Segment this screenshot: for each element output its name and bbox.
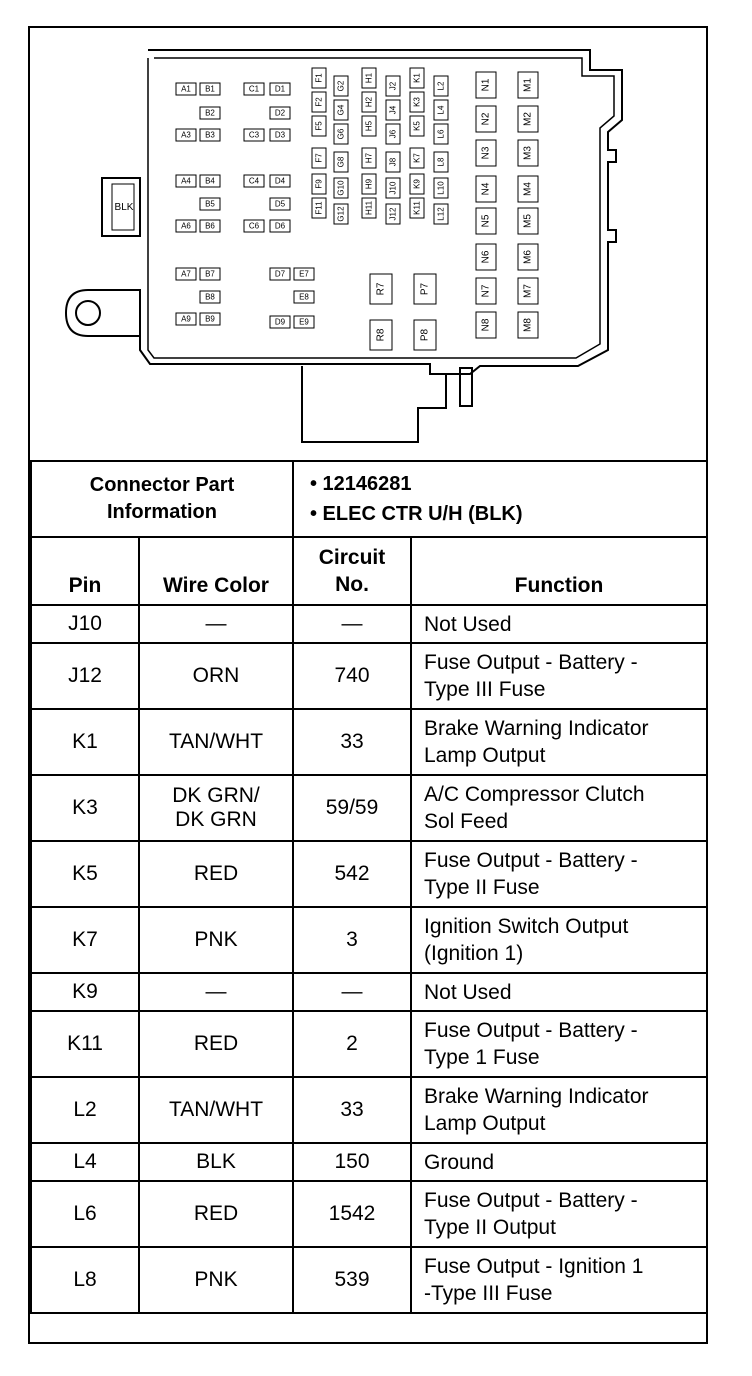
function-cell: Fuse Output - Battery - Type II Output — [411, 1181, 707, 1247]
cavity-label: H9 — [364, 178, 374, 190]
table-row — [31, 1181, 707, 1247]
table-row — [31, 907, 707, 973]
cavity-label: K7 — [412, 153, 422, 163]
cavity-label: N3 — [480, 146, 492, 160]
cavity-label: N8 — [480, 318, 492, 332]
cavity-label: D4 — [274, 176, 286, 186]
table-row — [31, 841, 707, 907]
pin-cell: L2 — [31, 1077, 139, 1143]
cavity-label: D9 — [274, 317, 286, 327]
function-cell: Brake Warning Indicator Lamp Output — [411, 709, 707, 775]
cavity-label: B9 — [205, 314, 215, 324]
cavity-label: F1 — [314, 73, 324, 83]
pin-cell: J12 — [31, 643, 139, 709]
part-description: • ELEC CTR U/H (BLK) — [310, 503, 523, 525]
cavity-label: R7 — [375, 282, 387, 296]
cavity-label: K3 — [412, 97, 422, 107]
cavity-label: N5 — [480, 214, 492, 228]
cavity-label: G6 — [336, 128, 346, 140]
cavity-label: G12 — [336, 206, 346, 222]
cavity-label: L2 — [436, 81, 446, 91]
housing-bottom-latch — [302, 366, 446, 442]
cavity-label: J6 — [388, 129, 398, 139]
cavity-label: G2 — [336, 80, 346, 92]
wire-color-cell: BLK — [139, 1143, 293, 1181]
pin-cell: K11 — [31, 1011, 139, 1077]
cavity-label: B6 — [205, 221, 215, 231]
header-function: Function — [411, 537, 707, 605]
pin-cell: K9 — [31, 973, 139, 1011]
cavity-label: P7 — [419, 282, 431, 296]
cavity-label: D6 — [274, 221, 286, 231]
part-number: • 12146281 — [310, 473, 412, 495]
cavity-label: H2 — [364, 96, 374, 108]
cavity-label: H7 — [364, 152, 374, 164]
cavity-label: A3 — [181, 130, 191, 140]
info-values — [293, 461, 707, 537]
circuit-cell: 1542 — [293, 1181, 411, 1247]
connector-diagram — [30, 28, 706, 460]
pin-cell: K3 — [31, 775, 139, 841]
cavity-label: J8 — [388, 157, 398, 167]
function-cell: Ground — [411, 1143, 707, 1181]
pin-cell: K5 — [31, 841, 139, 907]
cavity-label: H5 — [364, 120, 374, 132]
header-circuit — [293, 537, 411, 605]
circuit-cell: 539 — [293, 1247, 411, 1313]
cavity-label: K1 — [412, 73, 422, 83]
cavity-label: B8 — [205, 292, 215, 302]
cavity-label: P8 — [419, 328, 431, 342]
cavity-label: K11 — [412, 201, 422, 215]
cavity-label: F9 — [314, 179, 324, 189]
cavity-label: J2 — [388, 81, 398, 91]
table-row — [31, 1011, 707, 1077]
cavity-label: L10 — [436, 181, 446, 195]
table-row — [31, 775, 707, 841]
table-row — [31, 1247, 707, 1313]
cavity-label: F2 — [314, 97, 324, 107]
circuit-cell: 33 — [293, 709, 411, 775]
cavity-label: N4 — [480, 182, 492, 196]
info-row — [31, 461, 707, 537]
function-cell: Fuse Output - Battery - Type 1 Fuse — [411, 1011, 707, 1077]
cavity-label: F7 — [314, 153, 324, 163]
connector-color-label: BLK — [114, 202, 134, 213]
wire-color-cell: — — [139, 973, 293, 1011]
cavity-label: E9 — [299, 317, 309, 327]
function-cell: Not Used — [411, 973, 707, 1011]
table-row — [31, 973, 707, 1011]
cavity-label: B2 — [205, 108, 215, 118]
header-pin: Pin — [31, 537, 139, 605]
cavity-label: L8 — [436, 157, 446, 167]
table-row — [31, 1077, 707, 1143]
wire-color-cell: PNK — [139, 1247, 293, 1313]
cavity-label: A9 — [181, 314, 191, 324]
cavity-label: D1 — [274, 84, 286, 94]
cavity-label: A4 — [181, 176, 191, 186]
cavity-label: M8 — [522, 318, 534, 332]
circuit-cell: 2 — [293, 1011, 411, 1077]
table-row — [31, 643, 707, 709]
pin-cell: L6 — [31, 1181, 139, 1247]
cavity-label: B5 — [205, 199, 215, 209]
info-label — [31, 461, 293, 537]
cavity-label: F5 — [314, 121, 324, 131]
cavity-label: L6 — [436, 129, 446, 139]
cavity-label: D7 — [274, 269, 286, 279]
info-label-line1: Connector Part — [89, 474, 235, 496]
pinout-table — [30, 460, 708, 1314]
circuit-cell: — — [293, 973, 411, 1011]
cavity-label: B1 — [205, 84, 215, 94]
wire-color-cell: PNK — [139, 907, 293, 973]
cavity-label: A1 — [181, 84, 191, 94]
function-cell: A/C Compressor Clutch Sol Feed — [411, 775, 707, 841]
cavity-label: N1 — [480, 78, 492, 92]
cavity-label: M4 — [522, 182, 534, 196]
cavity-label: G8 — [336, 156, 346, 168]
table-row — [31, 1143, 707, 1181]
circuit-cell: 150 — [293, 1143, 411, 1181]
cavity-label: B4 — [205, 176, 215, 186]
cavity-label: F11 — [314, 201, 324, 215]
cavity-label: J4 — [388, 105, 398, 115]
cavity-label: C6 — [248, 221, 260, 231]
cavity-label: H11 — [364, 200, 374, 216]
cavity-label: C4 — [248, 176, 260, 186]
pin-cell: L8 — [31, 1247, 139, 1313]
wire-color-cell: — — [139, 605, 293, 643]
cavity-label: G10 — [336, 180, 346, 196]
mounting-hole — [76, 301, 100, 325]
pin-cell: K7 — [31, 907, 139, 973]
wire-color-cell: ORN — [139, 643, 293, 709]
info-label-line2: Information — [107, 501, 217, 523]
table-row — [31, 709, 707, 775]
function-cell: Fuse Output - Battery - Type II Fuse — [411, 841, 707, 907]
cavity-label: L12 — [436, 207, 446, 221]
cavity-label: N2 — [480, 112, 492, 126]
table-row — [31, 605, 707, 643]
cavity-label: B3 — [205, 130, 215, 140]
pin-cell: L4 — [31, 1143, 139, 1181]
circuit-cell: 3 — [293, 907, 411, 973]
cavity-label: C1 — [248, 84, 260, 94]
function-cell: Fuse Output - Ignition 1 -Type III Fuse — [411, 1247, 707, 1313]
wire-color-cell: RED — [139, 1011, 293, 1077]
cavity-label: N6 — [480, 250, 492, 264]
function-cell: Fuse Output - Battery - Type III Fuse — [411, 643, 707, 709]
cavity-label: M1 — [522, 78, 534, 92]
header-wire-color: Wire Color — [139, 537, 293, 605]
cavity-label: M7 — [522, 284, 534, 298]
cavity-label: M6 — [522, 250, 534, 264]
cavity-label: K9 — [412, 179, 422, 189]
cavity-label: K5 — [412, 121, 422, 131]
pin-cell: K1 — [31, 709, 139, 775]
cavity-label: J10 — [388, 181, 398, 195]
cavity-label: G4 — [336, 104, 346, 116]
cavity-label: M5 — [522, 214, 534, 228]
connector-face-svg — [30, 28, 706, 460]
pin-cell: J10 — [31, 605, 139, 643]
wire-color-cell: RED — [139, 841, 293, 907]
wire-color-cell: TAN/WHT — [139, 1077, 293, 1143]
cavity-label: M3 — [522, 146, 534, 160]
function-cell: Not Used — [411, 605, 707, 643]
function-cell: Brake Warning Indicator Lamp Output — [411, 1077, 707, 1143]
cavity-label: D2 — [274, 108, 286, 118]
cavity-label: E7 — [299, 269, 309, 279]
circuit-cell: 59/59 — [293, 775, 411, 841]
cavity-label: J12 — [388, 207, 398, 221]
circuit-cell: 33 — [293, 1077, 411, 1143]
cavity-label: R8 — [375, 328, 387, 342]
cavity-label: A7 — [181, 269, 191, 279]
header-row — [31, 537, 707, 605]
header-circuit-line1: Circuit — [318, 546, 386, 569]
cavity-label: H1 — [364, 72, 374, 84]
function-cell: Ignition Switch Output (Ignition 1) — [411, 907, 707, 973]
cavity-label: D3 — [274, 130, 286, 140]
circuit-cell: — — [293, 605, 411, 643]
circuit-cell: 542 — [293, 841, 411, 907]
cavity-label: L4 — [436, 105, 446, 115]
cavity-label: B7 — [205, 269, 215, 279]
wire-color-cell: TAN/WHT — [139, 709, 293, 775]
cavity-label: C3 — [248, 130, 260, 140]
header-circuit-line2: No. — [335, 573, 369, 596]
cavity-label: M2 — [522, 112, 534, 126]
cavity-label: E8 — [299, 292, 309, 302]
wire-color-cell: DK GRN/ DK GRN — [139, 775, 293, 841]
circuit-cell: 740 — [293, 643, 411, 709]
cavity-label: D5 — [274, 199, 286, 209]
connector-sheet — [28, 26, 708, 1344]
cavity-label: N7 — [480, 284, 492, 298]
wire-color-cell: RED — [139, 1181, 293, 1247]
cavity-label: A6 — [181, 221, 191, 231]
